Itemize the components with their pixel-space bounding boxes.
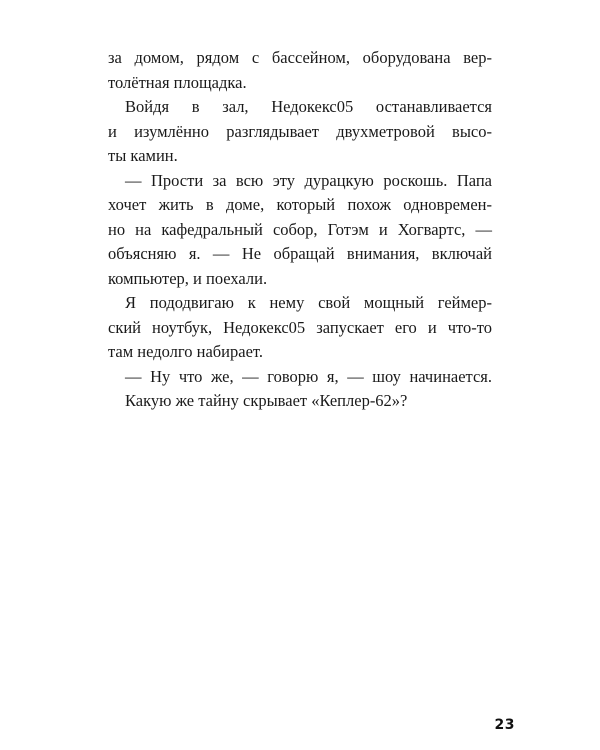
- text-line: — Ну что же, — говорю я, — шоу начинается.: [125, 366, 492, 386]
- text-line: но на кафедральный собор, Готэм и Хогвартс, —: [108, 219, 492, 239]
- text-line: — Прости за всю эту дурацкую роскошь. Папа: [125, 170, 492, 190]
- text-line: ский ноутбук, Недокекс05 запускает его и что-то: [108, 317, 492, 337]
- text-line: за домом, рядом с бассейном, оборудована вер-: [108, 48, 492, 67]
- text-line: Войдя в зал, Недокекс05 останавливается: [125, 97, 492, 116]
- text-line: Какую же тайну скрывает «Кеплер-62»?: [125, 391, 408, 410]
- text-line: ты камин.: [108, 146, 178, 165]
- text-line: там недолго набирает.: [108, 342, 264, 361]
- text-line: компьютер, и поехали.: [108, 268, 268, 288]
- text-line: и изумлённо разглядывает двухметровой высо-: [108, 121, 492, 141]
- body-text: [108, 46, 492, 414]
- text-line: Я пододвигаю к нему свой мощный геймер-: [125, 293, 492, 312]
- text-line: толётная площадка.: [108, 72, 247, 92]
- text-line: объясняю я. — Не обращай внимания, включай: [108, 244, 492, 263]
- page-number: 23: [494, 717, 515, 733]
- text-line: хочет жить в доме, который похож одновремен-: [108, 195, 492, 214]
